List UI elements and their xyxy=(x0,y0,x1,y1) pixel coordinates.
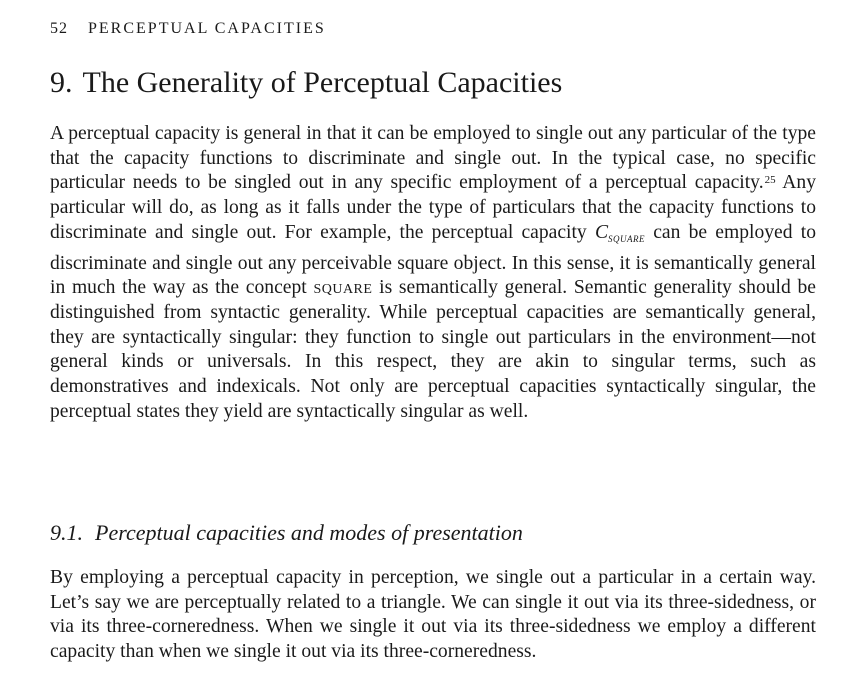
subsection-title: Perceptual capacities and modes of presentation xyxy=(95,520,523,545)
subsection-number: 9.1. xyxy=(50,520,83,545)
running-title: PERCEPTUAL CAPACITIES xyxy=(88,20,326,37)
capacity-symbol-subscript: SQUARE xyxy=(608,233,646,244)
page-number: 52 xyxy=(50,20,68,37)
paragraph-1-text-b: Any particular will do, as long as it falls under the type of particulars that the capacity functions to discriminate and single out. For example, the perceptual capacity xyxy=(50,172,816,243)
footnote-reference: 25 xyxy=(764,174,776,187)
running-head xyxy=(50,20,326,38)
section-heading xyxy=(50,66,562,100)
capacity-symbol xyxy=(595,222,645,243)
body-paragraph-2: By employing a perceptual capacity in perception, we single out a particular in a certain way. Let’s say we are perceptually related to a triangle. We can single it out via its three-sidedness, or via its three-corneredness. When we single it out via its three-sidedness we employ a different capacity than when we single it out via its three-corneredness. xyxy=(50,567,816,663)
capacity-symbol-letter: C xyxy=(594,221,609,243)
section-number: 9. xyxy=(50,66,73,99)
subsection-heading xyxy=(50,520,523,546)
section-title: The Generality of Perceptual Capacities xyxy=(82,66,563,99)
concept-name: square xyxy=(313,277,373,299)
paragraph-1-text-d: is semantically general. Semantic generality should be distinguished from syntactic generality. While perceptual capacities are semantically general, they are syntactically singular: they function to single out particulars in the environment—not general kinds or universals. In this respect, they are akin to singular terms, such as demonstratives and indexicals. Not only are perceptual capacities syntactically singular, the perceptual states they yield are syntactically singular as well. xyxy=(50,277,816,422)
paragraph-1-text-c: can be employed to discriminate and single out any perceivable square object. In this sense, it is semantically general in much the way as the concept xyxy=(50,221,816,299)
paragraph-1-text-a: A perceptual capacity is general in that it can be employed to single out any particular of the type that the capacity functions to discriminate and single out. In the typical case, no specific particular needs to be singled out in any specific employment of a perceptual capacity. xyxy=(50,123,816,194)
body-paragraph-1 xyxy=(50,122,816,424)
